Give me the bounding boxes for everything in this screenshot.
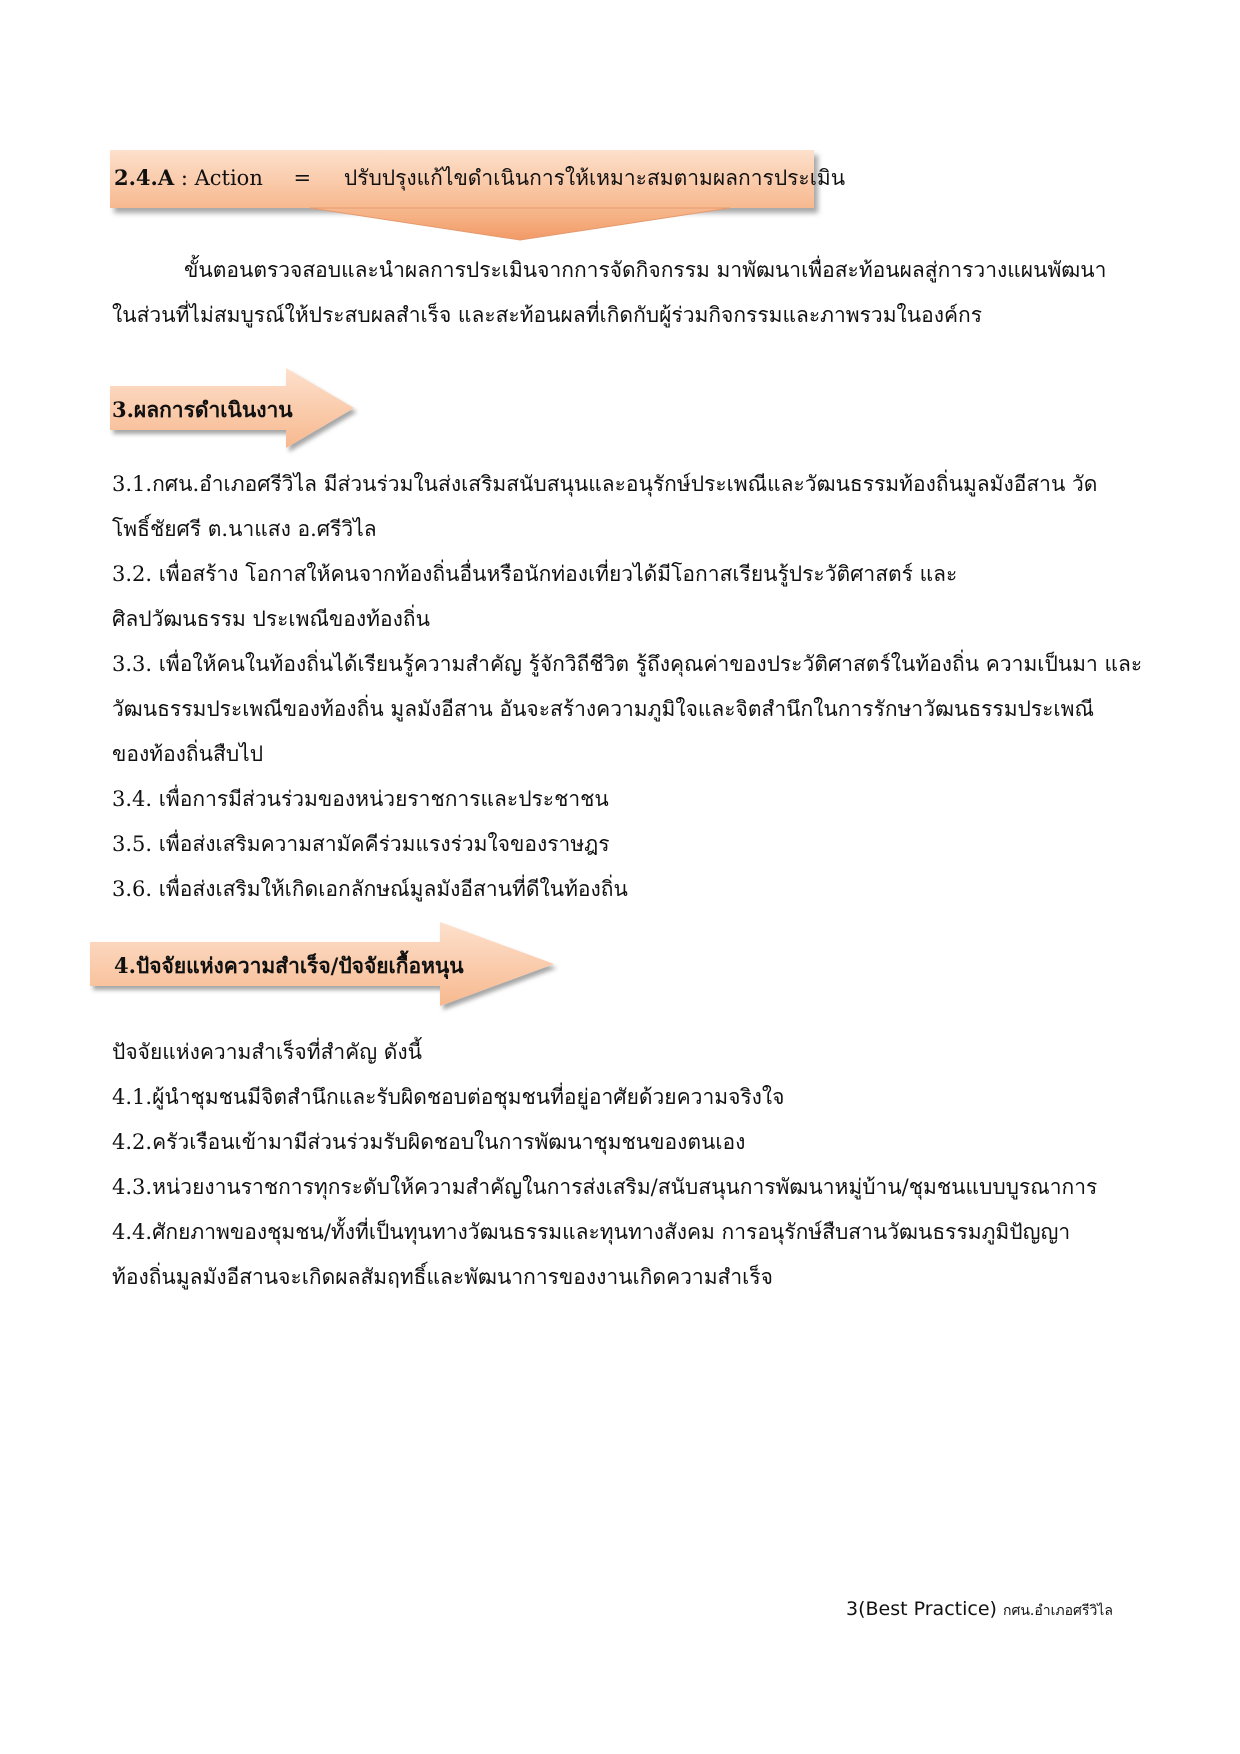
section-4-line: 4.2.ครัวเรือนเข้ามามีส่วนร่วมรับผิดชอบในการพัฒนาชุมชนของตนเอง	[112, 1130, 746, 1154]
section-4-line: 4.1.ผู้นำชุมชนมีจิตสำนึกและรับผิดชอบต่อชุมชนที่อยู่อาศัยด้วยความจริงใจ	[112, 1085, 785, 1109]
section-4-line: ปัจจัยแห่งความสำเร็จที่สำคัญ ดังนี้	[112, 1040, 423, 1064]
section-3-heading-banner	[108, 366, 368, 456]
section-3-line: 3.2. เพื่อสร้าง โอกาสให้คนจากท้องถิ่นอื่นหรือนักท่องเที่ยวได้มีโอกาสเรียนรู้ประวัติศาสตร์ และ	[112, 562, 958, 586]
section-3-heading: 3.ผลการดำเนินงาน	[112, 397, 293, 422]
section-3-line: ศิลปวัฒนธรรม ประเพณีของท้องถิ่น	[112, 607, 430, 631]
page-footer	[846, 1598, 1113, 1622]
section-4-line: ท้องถิ่นมูลมังอีสานจะเกิดผลสัมฤทธิ์และพัฒนาการของงานเกิดความสำเร็จ	[112, 1265, 773, 1289]
footer-page-label: 3(Best Practice)	[846, 1598, 997, 1620]
section-3-line: 3.6. เพื่อส่งเสริมให้เกิดเอกลักษณ์มูลมังอีสานที่ดีในท้องถิ่น	[112, 877, 628, 901]
section-3-line: 3.1.กศน.อำเภอศรีวิไล มีส่วนร่วมในส่งเสริมสนับสนุนและอนุรักษ์ประเพณีและวัฒนธรรมท้องถิ่นมูลมังอีสาน วัด	[112, 472, 1098, 496]
action-description-line: ขั้นตอนตรวจสอบและนำผลการประเมินจากการจัดกิจกรรม มาพัฒนาเพื่อสะท้อนผลสู่การวางแผนพัฒนา	[184, 258, 1107, 282]
action-banner	[110, 150, 846, 242]
section-3-body	[112, 462, 1142, 912]
section-3-line: วัฒนธรรมประเพณีของท้องถิ่น มูลมังอีสาน อันจะสร้างความภูมิใจและจิตสำนึกในการรักษาวัฒนธรรมประเพณี	[112, 697, 1094, 721]
action-equals: =	[293, 166, 312, 190]
section-3-line: 3.4. เพื่อการมีส่วนร่วมของหน่วยราชการและประชาชน	[112, 787, 609, 811]
down-arrow-icon	[310, 204, 730, 244]
section-3-line: ของท้องถิ่นสืบไป	[112, 742, 264, 766]
section-4-heading: 4.ปัจจัยแห่งความสำเร็จ/ปัจจัยเกื้อหนุน	[114, 953, 464, 978]
action-description-line: ในส่วนที่ไม่สมบูรณ์ให้ประสบผลสำเร็จ และสะท้อนผลที่เกิดกับผู้ร่วมกิจกรรมและภาพรวมในองค์กร	[112, 303, 983, 327]
section-4-line: 4.4.ศักยภาพของชุมชน/ทั้งที่เป็นทุนทางวัฒนธรรมและทุนทางสังคม การอนุรักษ์สืบสานวัฒนธรรมภูมิปัญญา	[112, 1220, 1071, 1244]
section-4-body	[112, 1030, 1142, 1300]
action-title-en: Action	[194, 166, 263, 190]
action-banner-label	[114, 162, 845, 195]
footer-org: กศน.อำเภอศรีวิไล	[1002, 1603, 1113, 1619]
action-colon: :	[180, 166, 188, 190]
section-3-line: 3.5. เพื่อส่งเสริมความสามัคคีร่วมแรงร่วมใจของราษฎร	[112, 832, 610, 856]
action-title-th: ปรับปรุงแก้ไขดำเนินการให้เหมาะสมตามผลการประเมิน	[343, 166, 846, 190]
section-3-line: 3.3. เพื่อให้คนในท้องถิ่นได้เรียนรู้ความสำคัญ รู้จักวิถีชีวิต รู้ถึงคุณค่าของประวัติศาสตร์ในท้องถิ่น ความเป็นมา และ	[112, 652, 1143, 676]
action-code: 2.4.A	[114, 165, 175, 190]
action-description	[112, 248, 1142, 338]
section-3-line: โพธิ์ชัยศรี ต.นาแสง อ.ศรีวิไล	[112, 517, 377, 541]
section-4-heading-banner	[88, 920, 568, 1016]
section-4-line: 4.3.หน่วยงานราชการทุกระดับให้ความสำคัญในการส่งเสริม/สนับสนุนการพัฒนาหมู่บ้าน/ชุมชนแบบบูรณาการ	[112, 1175, 1098, 1199]
